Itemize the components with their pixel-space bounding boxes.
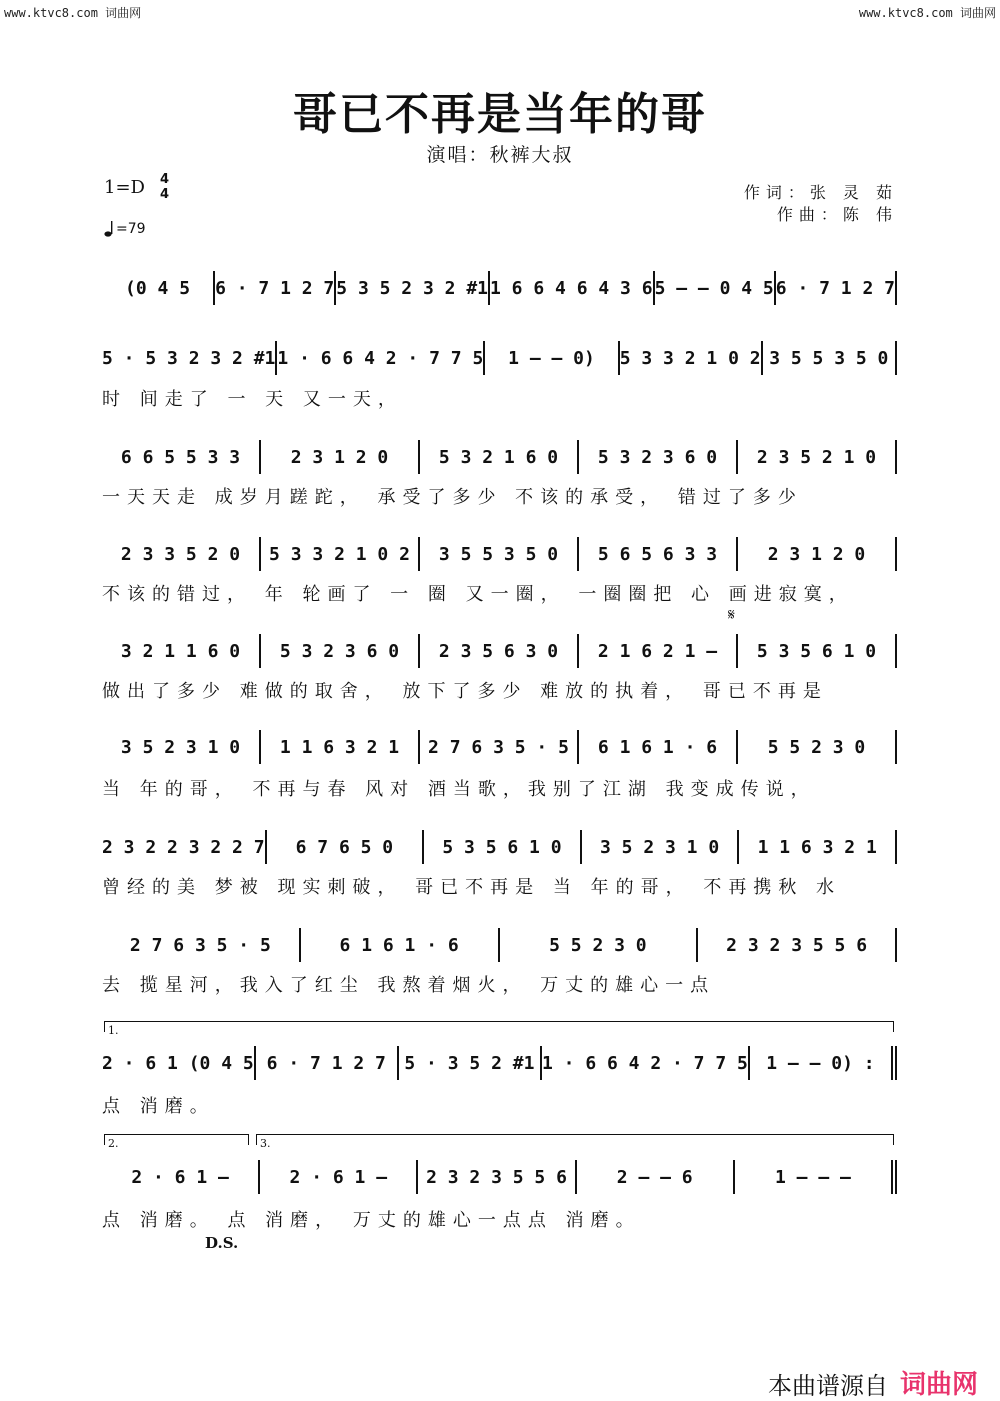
measure: 6 1 6 1 · 6 <box>597 736 718 758</box>
staff-row <box>102 827 897 867</box>
volta-bracket-3 <box>256 1134 894 1145</box>
time-signature-bottom: 4 <box>160 187 170 202</box>
composer: 作曲：陈 伟 <box>776 205 898 224</box>
volta-label-3: 3. <box>260 1137 271 1150</box>
end-barline <box>895 440 897 474</box>
measure: 2 · 6 1 (0 4 5 <box>102 1052 254 1074</box>
measure: 5 3 3 2 1 0 2 <box>619 347 761 369</box>
lyrics-line: 时 间走了 一 天 又一天， <box>102 389 403 410</box>
measure: 6 7 6 5 0 <box>295 836 394 858</box>
staff-row <box>102 1157 897 1197</box>
measure: 3 5 5 3 5 0 <box>438 543 559 565</box>
measure: 5 · 3 5 2 #1 <box>404 1052 535 1074</box>
lyrics-line: 曾经的美 梦被 现实刺破， 哥已不再是 当 年的哥， 不再携秋 水 <box>102 877 842 898</box>
measure: 2 – – 6 <box>616 1166 693 1188</box>
measure: 5 3 5 2 3 2 #1 <box>336 277 488 299</box>
staff-row <box>102 534 897 574</box>
lyrics-line: 点 消磨。 点 消磨， 万丈的雄心一点点 消磨。 <box>102 1210 641 1231</box>
measure: 2 · 6 1 – <box>131 1166 229 1188</box>
staff-row <box>102 631 897 671</box>
measure: 2 1 6 2 1 – <box>597 640 718 662</box>
time-signature <box>160 172 169 202</box>
volta-label-1: 1. <box>108 1024 119 1037</box>
measure: 6 · 7 1 2 7 <box>775 277 895 299</box>
measure: 2 · 6 1 – <box>289 1166 388 1188</box>
end-barline <box>895 537 897 571</box>
measure: (0 4 5 <box>125 277 191 299</box>
measure: 2 3 3 5 2 0 <box>120 543 241 565</box>
dal-segno-mark: D.S. <box>205 1234 239 1252</box>
measure: 1 – – 0) <box>508 347 595 369</box>
end-barline <box>895 271 897 305</box>
measure: 2 3 1 2 0 <box>767 543 866 565</box>
lyrics-line: 点 消磨。 <box>102 1096 215 1117</box>
lyrics-line: 不该的错过， 年 轮画了 一 圈 又一圈， 一圈圈把 心 画进寂寞， <box>102 584 854 605</box>
measure: 1 1 6 3 2 1 <box>757 836 877 858</box>
tempo-value: =79 <box>116 221 146 237</box>
measure: 5 – – 0 4 5 <box>654 277 774 299</box>
measure: 6 6 5 5 3 3 <box>120 446 241 468</box>
measure: 2 3 5 6 3 0 <box>438 640 559 662</box>
measure: 2 7 6 3 5 · 5 <box>428 736 569 758</box>
lyrics-line: 做出了多少 难做的取舍， 放下了多少 难放的执着， 哥已不再是 <box>102 681 828 702</box>
measure: 2 3 2 3 5 5 6 <box>726 934 868 956</box>
lyrics-line: 去 揽星河，我入了红尘 我熬着烟火， 万丈的雄心一点 <box>102 975 716 996</box>
footer-brand: 词曲网 <box>899 1370 978 1400</box>
watermark-left: www.ktvc8.com 词曲网 <box>4 6 142 20</box>
end-barline <box>895 830 897 864</box>
singer: 演唱：秋裤大叔 <box>426 144 574 166</box>
measure: 5 6 5 6 3 3 <box>597 543 718 565</box>
measure: 1 · 6 6 4 2 · 7 7 5 <box>541 1052 748 1074</box>
key-signature: 1=D <box>104 177 145 198</box>
measure: 5 3 2 1 6 0 <box>438 446 559 468</box>
staff-row <box>102 727 897 767</box>
measure: 5 3 5 6 1 0 <box>442 836 562 858</box>
volta-bracket-2 <box>104 1134 249 1145</box>
end-barline <box>895 928 897 962</box>
measure: 1 1 6 3 2 1 <box>279 736 400 758</box>
staff-row <box>102 925 897 965</box>
lyricist: 作词：张 灵 茹 <box>743 183 898 202</box>
measure: 6 · 7 1 2 7 <box>266 1052 386 1074</box>
end-barline <box>895 341 897 375</box>
end-barline <box>895 634 897 668</box>
measure: 1 6 6 4 6 4 3 6 <box>490 277 653 299</box>
measure: 5 3 3 2 1 0 2 <box>269 543 410 565</box>
measure: 2 7 6 3 5 · 5 <box>129 934 271 956</box>
footer-source-text: 本曲谱源自 <box>768 1372 888 1400</box>
measure: 3 5 2 3 1 0 <box>599 836 720 858</box>
measure: 2 3 5 2 1 0 <box>756 446 877 468</box>
measure: 5 5 2 3 0 <box>767 736 866 758</box>
measure: 6 1 6 1 · 6 <box>339 934 459 956</box>
end-barline <box>891 1160 897 1194</box>
measure: 5 3 2 3 6 0 <box>597 446 718 468</box>
measure: 3 2 1 1 6 0 <box>120 640 241 662</box>
end-barline <box>895 730 897 764</box>
measure: 2 3 2 3 5 5 6 <box>426 1166 567 1188</box>
lyrics-line: 当 年的哥， 不再与春 风对 酒当歌，我别了江湖 我变成传说， <box>102 779 816 800</box>
volta-bracket-1 <box>104 1021 894 1032</box>
lyrics-line: 一天天走 成岁月蹉跎， 承受了多少 不该的承受， 错过了多少 <box>102 487 803 508</box>
measure: 2 3 2 2 3 2 2 7 <box>102 836 265 858</box>
staff-row <box>102 338 897 378</box>
measure: 1 – – 0) : <box>766 1052 875 1074</box>
segno-icon: 𝄋 <box>728 605 735 624</box>
tempo-marking <box>104 220 146 238</box>
song-title: 哥已不再是当年的哥 <box>293 89 707 140</box>
measure: 5 3 5 6 1 0 <box>756 640 877 662</box>
staff-row <box>102 437 897 477</box>
measure: 1 – – – <box>774 1166 851 1188</box>
staff-row <box>102 268 897 308</box>
measure: 6 · 7 1 2 7 <box>215 277 335 299</box>
measure: 5 · 5 3 2 3 2 #1 <box>102 347 276 369</box>
volta-label-2: 2. <box>108 1137 119 1150</box>
watermark-right: www.ktvc8.com 词曲网 <box>858 6 996 20</box>
time-signature-top: 4 <box>160 172 170 187</box>
measure: 3 5 2 3 1 0 <box>120 736 241 758</box>
quarter-note-icon <box>104 220 114 238</box>
measure: 3 5 5 3 5 0 <box>769 347 889 369</box>
staff-row <box>102 1043 897 1083</box>
measure: 2 3 1 2 0 <box>290 446 389 468</box>
measure: 1 · 6 6 4 2 · 7 7 5 <box>277 347 484 369</box>
end-barline <box>891 1046 897 1080</box>
measure: 5 5 2 3 0 <box>549 934 647 956</box>
measure: 5 3 2 3 6 0 <box>279 640 400 662</box>
